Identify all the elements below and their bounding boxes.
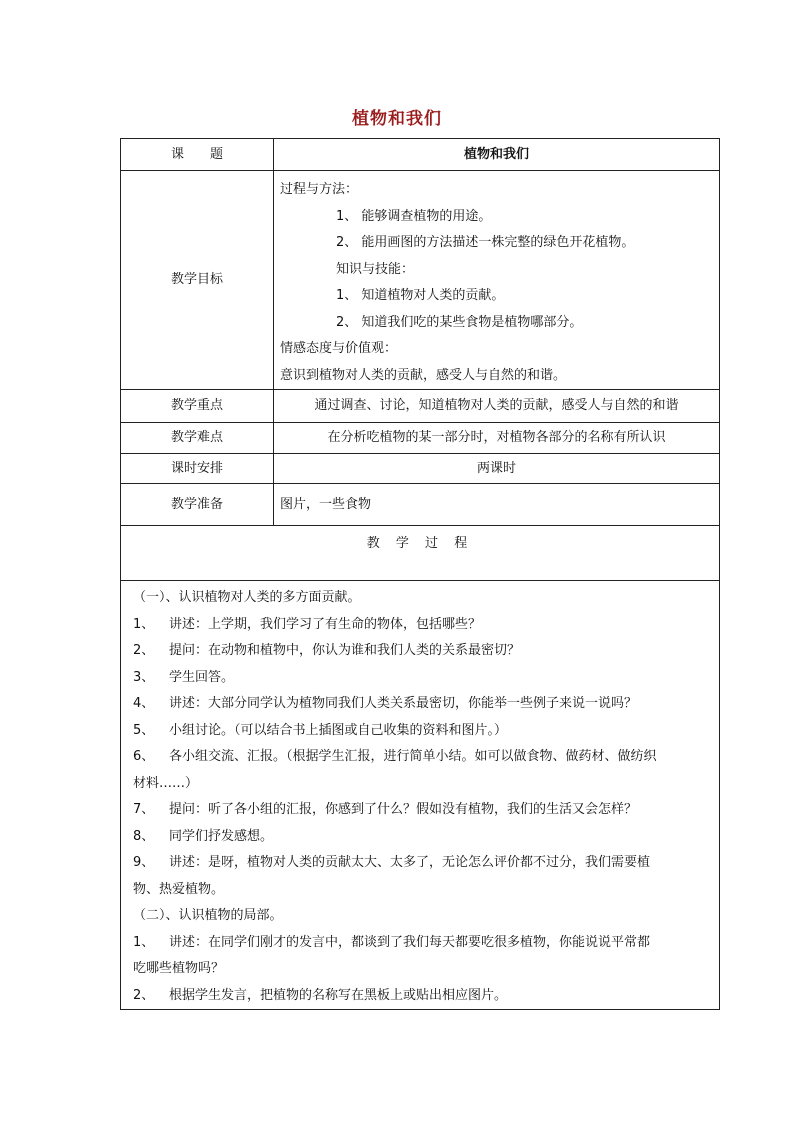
process-item-text: 讲述：是呀，植物对人类的贡献太大、太多了，无论怎么评价都不过分，我们需要植 (169, 855, 651, 870)
process-item (133, 850, 713, 877)
process-item-number: 2、 (133, 987, 155, 1003)
goal-line: 意识到植物对人类的贡献，感受人与自然的和谐。 (280, 367, 567, 383)
process-item-text: 讲述：在同学们刚才的发言中，都谈到了我们每天都要吃很多植物，你能说说平常都 (169, 934, 651, 950)
process-item-number: 6、 (133, 749, 155, 764)
process-item-number: 8、 (133, 828, 155, 844)
process-item-number: 9、 (133, 855, 155, 870)
row-schedule (121, 454, 720, 484)
process-item-text: 讲述：上学期，我们学习了有生命的物体，包括哪些？ (169, 616, 482, 632)
process-header-text: 教 学 过 程 (366, 536, 474, 551)
process-item-text: 根据学生发言，把植物的名称写在黑板上或贴出相应图片。 (169, 987, 508, 1003)
process-item-continuation: 吃哪些植物吗？ (133, 961, 225, 976)
process-item-number: 1、 (133, 934, 155, 950)
process-item-text: 同学们抒发感想。 (169, 828, 274, 844)
process-item-text: 提问：听了各小组的汇报，你感到了什么？假如没有植物，我们的生活又会怎样？ (169, 802, 638, 817)
process-item (133, 638, 713, 665)
process-item-text: 提问：在动物和植物中，你认为谁和我们人类的关系最密切？ (169, 643, 521, 658)
row-process-header (121, 526, 720, 581)
topic-value: 植物和我们 (274, 139, 720, 171)
process-item-text: 学生回答。 (169, 669, 235, 685)
process-item-number: 2、 (133, 643, 155, 658)
difficulties-label: 教学难点 (121, 423, 274, 454)
process-item (133, 585, 713, 612)
process-item-text: 各小组交流、汇报。（根据学生汇报，进行简单小结。如可以做食物、做药材、做纺织 (169, 749, 657, 764)
row-process (121, 581, 720, 1010)
schedule-value: 两课时 (274, 454, 720, 484)
row-topic (121, 139, 720, 171)
process-item (133, 665, 713, 692)
process-item (133, 744, 713, 771)
key-points-value: 通过调查、讨论，知道植物对人类的贡献，感受人与自然的和谐 (274, 390, 720, 423)
process-item (133, 903, 713, 930)
process-item-text: 讲述：大部分同学认为植物同我们人类关系最密切，你能举一些例子来说一说吗？ (169, 696, 638, 711)
process-item (133, 930, 713, 957)
lesson-plan-table (120, 138, 720, 1010)
process-item-number: 4、 (133, 696, 155, 711)
goal-line: 情感态度与价值观： (280, 341, 398, 356)
process-header (121, 526, 720, 581)
process-item-number: 1、 (133, 616, 155, 632)
goal-line: 过程与方法： (280, 182, 359, 197)
process-item-number: 5、 (133, 722, 155, 738)
process-item-number: 7、 (133, 802, 155, 817)
process-lines (133, 585, 713, 1009)
process-item (133, 718, 713, 745)
goals-content (274, 171, 720, 390)
process-item (133, 983, 713, 1010)
process-item-text: （二）、认识植物的局部。 (133, 908, 283, 923)
process-content (121, 581, 720, 1010)
process-item (133, 824, 713, 851)
process-item-text: 小组讨论。（可以结合书上插图或自己收集的资料和图片。） (169, 722, 508, 738)
goals-lines (274, 171, 719, 389)
preparation-value: 图片，一些食物 (274, 484, 720, 526)
goals-label: 教学目标 (121, 171, 274, 390)
preparation-label: 教学准备 (121, 484, 274, 526)
process-item (133, 797, 713, 824)
difficulties-value: 在分析吃植物的某一部分时，对植物各部分的名称有所认识 (274, 423, 720, 454)
process-item-continuation: 材料……） (133, 775, 199, 791)
process-item (133, 691, 713, 718)
goal-line: 知识与技能： (336, 261, 415, 277)
row-preparation (121, 484, 720, 526)
process-item-number: 3、 (133, 669, 155, 685)
row-difficulties (121, 423, 720, 454)
goal-line: 2、 能用画图的方法描述一株完整的绿色开花植物。 (336, 235, 635, 250)
goal-line: 1、 能够调查植物的用途。 (336, 208, 492, 224)
topic-label: 课 题 (121, 139, 274, 171)
process-item (133, 612, 713, 639)
row-goals (121, 171, 720, 390)
process-item-continuation: 物、热爱植物。 (133, 881, 225, 897)
key-points-label: 教学重点 (121, 390, 274, 423)
goal-line: 1、 知道植物对人类的贡献。 (336, 288, 505, 303)
schedule-label: 课时安排 (121, 454, 274, 484)
document-title: 植物和我们 (352, 109, 442, 129)
process-item-text: （一）、认识植物对人类的多方面贡献。 (133, 590, 361, 605)
goal-line: 2、 知道我们吃的某些食物是植物哪部分。 (336, 314, 583, 330)
row-key-points (121, 390, 720, 423)
